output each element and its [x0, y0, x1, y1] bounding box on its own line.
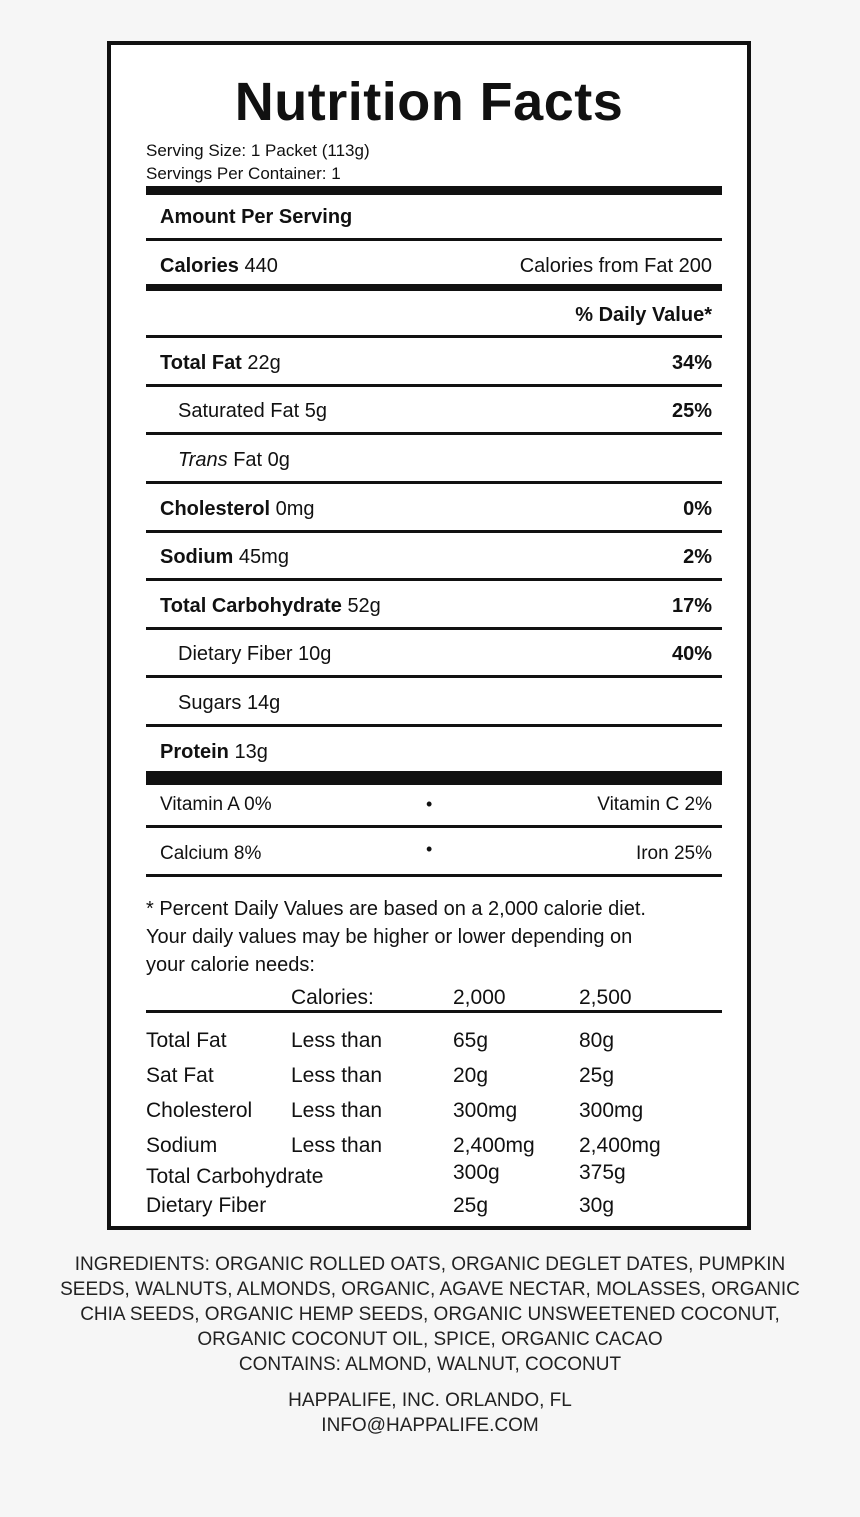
saturated-fat-dv: 25% [671, 400, 712, 422]
ingredients-block: INGREDIENTS: ORGANIC ROLLED OATS, ORGANIC DEGLET DATES, PUMPKIN SEEDS, WALNUTS, ALMONDS, ORGANIC, AGAVE NECTAR, MOLASSES, ORGANIC CHIA SEEDS, ORGANIC HEMP SEEDS, ORGANIC UNSWEETENED COCONUT, ORGANIC COCONUT OIL, SPICE, ORGANIC CACAO CONTAINS: ALMOND, WALNUT, COCONUT [10, 1252, 850, 1377]
total-carb-row: Total Carbohydrate 52g 17% [160, 595, 712, 617]
calories-row [146, 255, 722, 285]
servings-per-container: Servings Per Container: 1 [146, 164, 341, 183]
label-title: Nutrition Facts [234, 72, 624, 132]
dv-table-col1-header: 2,000 [453, 986, 506, 1009]
vitamins-row-2 [146, 839, 722, 873]
divider [146, 530, 722, 533]
saturated-fat-row: Saturated Fat 5g 25% [178, 400, 712, 422]
divider [146, 335, 722, 338]
allergen-contains: CONTAINS: ALMOND, WALNUT, COCONUT [238, 1354, 622, 1375]
dietary-fiber-row: Dietary Fiber 10g 40% [178, 643, 712, 665]
company-info [10, 1388, 850, 1438]
protein-row: Protein 13g [160, 741, 268, 763]
serving-size: Serving Size: 1 Packet (113g) [146, 141, 370, 160]
total-carb-dv: 17% [671, 595, 712, 617]
dv-table-col2-header: 2,500 [579, 986, 632, 1009]
thick-divider [146, 186, 722, 195]
iron: Iron 25% [635, 843, 712, 864]
company-name: HAPPALIFE, INC. ORLANDO, FL [288, 1390, 572, 1411]
amount-per-serving: Amount Per Serving [160, 206, 353, 228]
calories-value: 440 [244, 255, 278, 277]
dv-table-calories-header: Calories: [291, 986, 374, 1009]
bullet: • [426, 839, 433, 859]
vitamins-row-1 [146, 794, 722, 824]
divider [146, 1010, 722, 1013]
calcium: Calcium 8% [160, 843, 262, 864]
total-fat-row: Total Fat 22g 34% [160, 352, 712, 374]
divider [146, 432, 722, 435]
calories-from-fat: Calories from Fat 200 [519, 255, 712, 277]
total-fat-dv: 34% [671, 352, 712, 374]
medium-divider [146, 284, 722, 291]
amount-per-serving-row [146, 206, 722, 236]
sodium-dv: 2% [683, 546, 712, 568]
calories-label: Calories [160, 255, 239, 277]
cholesterol-row: Cholesterol 0mg 0% [160, 498, 712, 520]
footnote: * Percent Daily Values are based on a 2,000 calorie diet. Your daily values may be higher or lower depending on your calorie needs: [146, 898, 646, 976]
divider [146, 578, 722, 581]
daily-value-header: % Daily Value* [575, 304, 712, 326]
divider [146, 874, 722, 877]
vitamin-a: Vitamin A 0% [160, 794, 272, 815]
trans-fat-row: Trans Fat 0g [178, 449, 290, 471]
company-email: INFO@HAPPALIFE.COM [321, 1415, 539, 1436]
bullet: • [426, 794, 433, 814]
thick-divider [146, 771, 722, 785]
daily-value-header-row [146, 304, 722, 334]
divider [146, 384, 722, 387]
divider [146, 238, 722, 241]
divider [146, 675, 722, 678]
sugars-row: Sugars 14g [178, 692, 281, 714]
divider [146, 627, 722, 630]
divider [146, 481, 722, 484]
divider [146, 724, 722, 727]
cholesterol-dv: 0% [683, 498, 712, 520]
nutrition-label: Nutrition Facts Serving Size: 1 Packet (113g) Servings Per Container: 1 Amount Per Serving Calories 440 Calories from Fat 200 % Daily Value* Total Fat 22g 34% Saturated Fat 5g 25% Trans Fat 0g Cholesterol 0mg 0% Sodium 45mg 2% Total Carbohydrate 52g 17% Dietary Fiber 10g 40% Sugars 14g Protein 13g Vitamin A 0% • Vitamin C 2% Calcium 8% • Iron 25% * Percent Daily Values are based on a 2,000 calorie diet. Your daily values may be higher or lower depending on your calorie needs: Calories: 2,000 2,500 Total Fat Less than 65g 80g Sat Fat Less than 20g 25g Cholesterol Less than 300mg 300mg Sodium Less than 2,400mg 2,400mg Total Carbohydrate 300g 375g Dietary Fiber 25g 30g [107, 41, 751, 1230]
divider [146, 825, 722, 828]
vitamin-c: Vitamin C 2% [597, 794, 712, 815]
sodium-row: Sodium 45mg 2% [160, 546, 712, 568]
dietary-fiber-dv: 40% [671, 643, 712, 665]
